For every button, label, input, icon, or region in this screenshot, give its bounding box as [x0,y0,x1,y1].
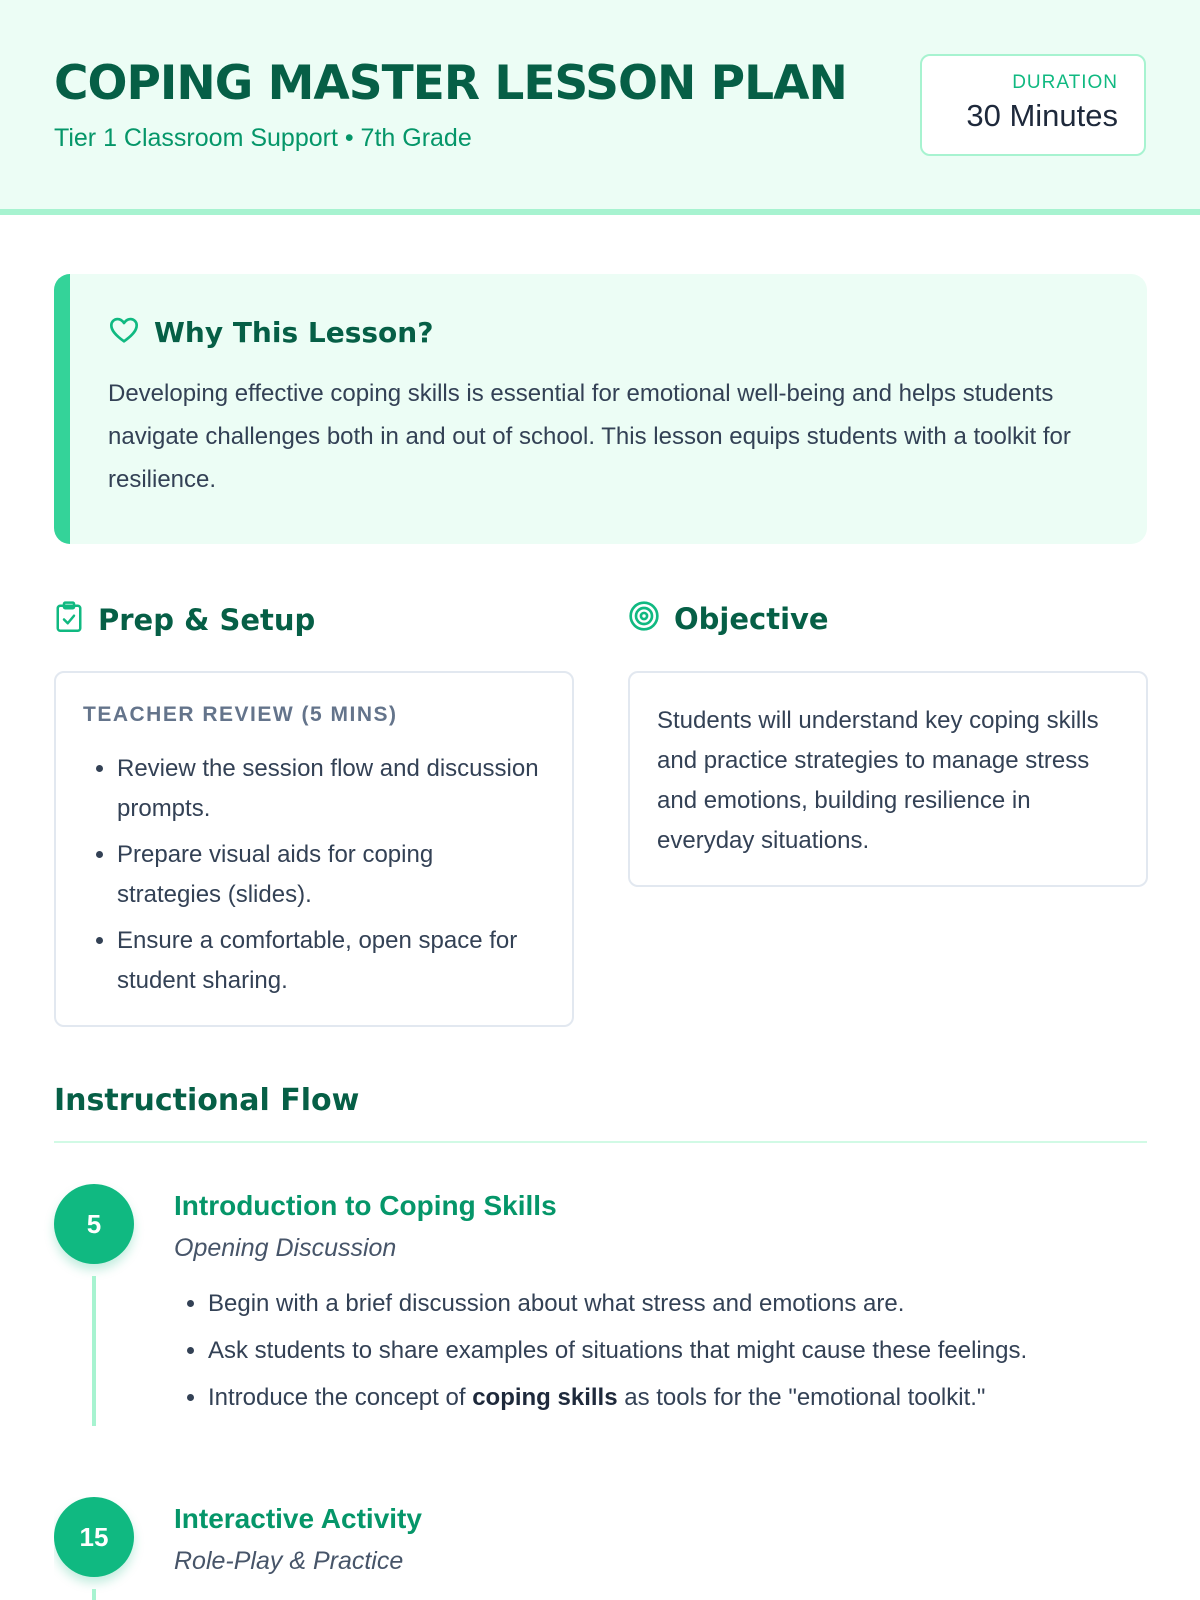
prep-heading-row [54,600,315,639]
list-item: • Ask students to share examples of situations that might cause these feelings. [208,1327,1147,1374]
why-heading: Why This Lesson? [154,316,434,349]
list-item: • Review the session flow and discussion prompts. [117,749,543,829]
list-item [208,1374,1147,1421]
list-item: • Ensure a comfortable, open space for student sharing. [117,921,543,1001]
prep-label: TEACHER REVIEW (5 MINS) [83,703,398,726]
step-minutes-badge: 5 [54,1184,134,1264]
text-segment: as tools for the "emotional toolkit." [617,1384,986,1411]
step-list [174,1280,1147,1421]
duration-value: 30 Minutes [966,98,1118,133]
timeline-connector [92,1276,96,1426]
clipboard-check-icon [54,600,84,639]
timeline-connector [92,1589,96,1600]
duration-label: DURATION [1012,72,1118,93]
list-item: • Begin with a brief discussion about what stress and emotions are. [208,1280,1147,1327]
page-header [0,0,1200,215]
objective-text: Students will understand key coping skills and practice strategies to manage stress and emotions, building resilience in everyday situations. [657,707,1099,854]
step-subtitle: Role-Play & Practice [174,1547,404,1575]
objective-heading: Objective [674,601,829,636]
flow-step-2 [54,1497,1147,1600]
list-item: • Prepare visual aids for coping strategies (slides). [117,835,543,915]
prep-card [54,671,574,1027]
why-text: Developing effective coping skills is essential for emotional well-being and helps students navigate challenges both in and out of school. This lesson equips students with a toolkit for resilience. [108,380,1071,493]
heart-icon [108,314,140,351]
emphasis-text: coping skills [472,1384,618,1411]
objective-heading-row [628,600,829,637]
why-this-lesson-callout [54,274,1147,544]
page-title: COPING MASTER LESSON PLAN [54,56,847,111]
why-heading-row [108,314,433,351]
target-icon [628,600,660,637]
step-title: Introduction to Coping Skills [174,1190,557,1221]
page-subtitle: Tier 1 Classroom Support • 7th Grade [54,124,472,152]
flow-heading: Instructional Flow [54,1083,360,1118]
text-segment: Introduce the concept of [208,1384,473,1411]
step-subtitle: Opening Discussion [174,1234,397,1262]
flow-divider [54,1141,1147,1143]
step-minutes-badge: 15 [54,1497,134,1577]
duration-badge [920,54,1146,156]
flow-step-1 [54,1184,1147,1444]
prep-heading: Prep & Setup [98,602,316,637]
objective-card [628,671,1148,887]
prep-list [83,749,543,1007]
step-title: Interactive Activity [174,1503,422,1534]
